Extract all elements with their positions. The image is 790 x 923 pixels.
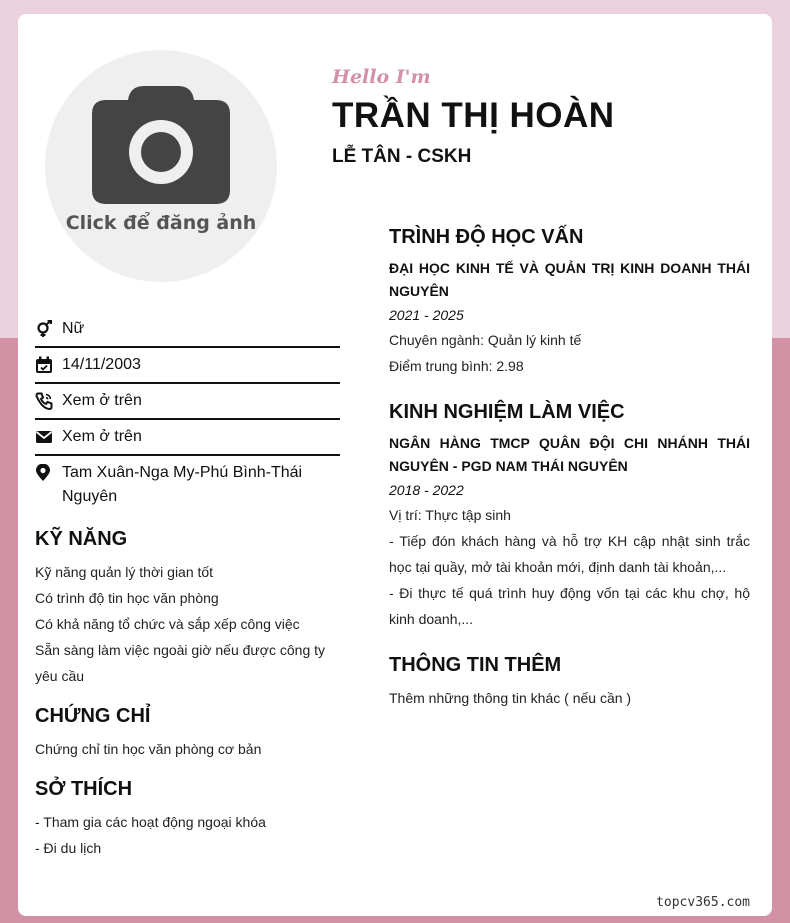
contact-gender-text: Nữ [62,320,85,337]
experience-role: Vị trí: Thực tập sinh [389,507,511,523]
certificates-section [35,705,335,762]
experience-period: 2018 - 2022 [389,482,464,498]
gender-icon [35,317,62,341]
contact-phone [35,384,340,420]
phone-icon [35,389,62,413]
education-major: Chuyên ngành: Quản lý kinh tế [389,332,582,348]
more-info-title: THÔNG TIN THÊM [389,654,562,676]
experience-task: - Đi thực tế quá trình huy động vốn tại các khu chợ, hộ kinh doanh,... [389,585,750,627]
certificate-item: Chứng chỉ tin học văn phòng cơ bản [35,741,262,757]
contact-birthday [35,348,340,384]
hello-text: Hello I'm [332,66,431,88]
certificates-title: CHỨNG CHỈ [35,705,151,727]
education-section [389,226,750,379]
skill-item: Có trình độ tin học văn phòng [35,590,219,606]
contact-gender [35,312,340,348]
contact-email-text: Xem ở trên [62,428,142,445]
skill-item: Sẵn sàng làm việc ngoài giờ nếu được công ty yêu cầu [35,642,326,684]
hobbies-section [35,778,335,861]
more-info-text: Thêm những thông tin khác ( nếu cần ) [389,690,632,706]
education-period: 2021 - 2025 [389,307,464,323]
job-title: LỄ TÂN - CSKH [332,146,472,167]
footer-watermark: topcv365.com [656,895,750,910]
location-icon [35,461,62,485]
experience-section [389,401,750,632]
calendar-icon [35,353,62,377]
photo-caption: Click để đăng ảnh [65,212,257,234]
contact-address-text: Tam Xuân-Nga My-Phú Bình-Thái Nguyên [62,464,303,505]
education-gpa: Điểm trung bình: 2.98 [389,358,524,374]
contact-list [35,312,340,514]
hobby-item: - Tham gia các hoạt động ngoại khóa [35,814,266,830]
company-name: NGÂN HÀNG TMCP QUÂN ĐỘI CHI NHÁNH THÁI NGUYÊN - PGD NAM THÁI NGUYÊN [389,435,750,474]
photo-upload[interactable] [45,50,277,282]
hobbies-title: SỞ THÍCH [35,778,133,800]
skill-item: Có khả năng tổ chức và sắp xếp công việc [35,616,300,632]
school-name: ĐẠI HỌC KINH TẾ VÀ QUẢN TRỊ KINH DOANH THÁI NGUYÊN [389,260,750,299]
more-info-section [389,654,750,711]
candidate-name: TRẦN THỊ HOÀN [332,96,615,135]
skill-item: Kỹ năng quản lý thời gian tốt [35,564,214,580]
experience-title: KINH NGHIỆM LÀM VIỆC [389,401,625,423]
contact-birthday-text: 14/11/2003 [62,356,141,373]
skills-title: KỸ NĂNG [35,528,128,550]
cv-page [18,14,772,916]
contact-phone-text: Xem ở trên [62,392,142,409]
hobby-item: - Đi du lịch [35,840,102,856]
email-icon [35,425,62,449]
education-title: TRÌNH ĐỘ HỌC VẤN [389,226,584,248]
experience-task: - Tiếp đón khách hàng và hỗ trợ KH cập nhật sinh trắc học tại quầy, mở tài khoản mới, định danh tài khoản,... [389,533,750,575]
camera-icon [92,84,230,204]
contact-address [35,456,340,514]
skills-section [35,528,335,689]
contact-email [35,420,340,456]
